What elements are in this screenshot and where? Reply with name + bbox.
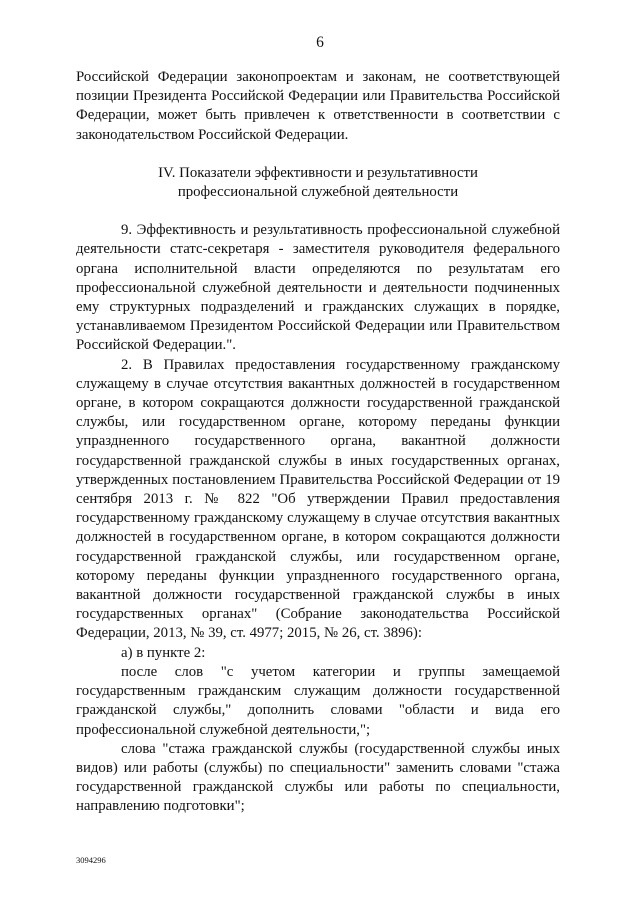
section-heading-line-1: IV. Показатели эффективности и результативности: [158, 164, 478, 181]
page-number: 6: [316, 34, 324, 51]
section-heading: [76, 164, 560, 202]
paragraph-9: 9. Эффективность и результативность профессиональной служебной деятельности статс-секретаря - заместителя руководителя федерального органа исполнительной власти определяются по результатам его профессиональной служебной деятельности и деятельности подчиненных ему структурных подразделений и гражданских служащих в порядке, устанавливаемом Президентом Российской Федерации или Правительством Российской Федерации.".: [76, 222, 560, 354]
subitem-a: а) в пункте 2:: [121, 644, 206, 661]
amendment-paragraph-1: после слов "с учетом категории и группы замещаемой государственным гражданским служащим должности государственной гражданской службы," дополнить словами "области и вида его профессиональной служебной деятельности,";: [76, 663, 560, 738]
section-heading-line-2: профессиональной служебной деятельности: [177, 184, 459, 201]
document-body: [76, 68, 560, 817]
amendment-paragraph-2: слова "стажа гражданской службы (государственной службы иных видов) или работы (службы) по специальности" заменить словами "стажа государственной гражданской службы или работы по специальности, направлению подготовки";: [76, 740, 560, 815]
paragraph-item-2: 2. В Правилах предоставления государственному гражданскому служащему в случае отсутствия вакантных должностей в государственном органе, в котором сокращаются должности государственной гражданской службы, или государственном органе, которому переданы функции упраздненного государственного органа, вакантной должности государственной гражданской службы в иных государственных органах, утвержденных постановлением Правительства Российской Федерации от 19 сентября 2013 г. № 822 "Об утверждении Правил предоставления государственному гражданскому служащему в случае отсутствия вакантных должностей в государственном органе, в котором сокращаются должности государственной гражданской службы, или государственном органе, которому переданы функции упраздненного государственного органа, вакантной должности государственной гражданской службы в иных государственных органах" (Собрание законодательства Российской Федерации, 2013, № 39, ст. 4977; 2015, № 26, ст. 3896):: [76, 356, 560, 642]
continuation-paragraph: Российской Федерации законопроектам и законам, не соответствующей позиции Президента Российской Федерации или Правительства Российской Федерации, может быть привлечен к ответственности в соответствии с законодательством Российской Федерации.: [76, 69, 560, 143]
document-code: 3094296: [76, 855, 106, 865]
